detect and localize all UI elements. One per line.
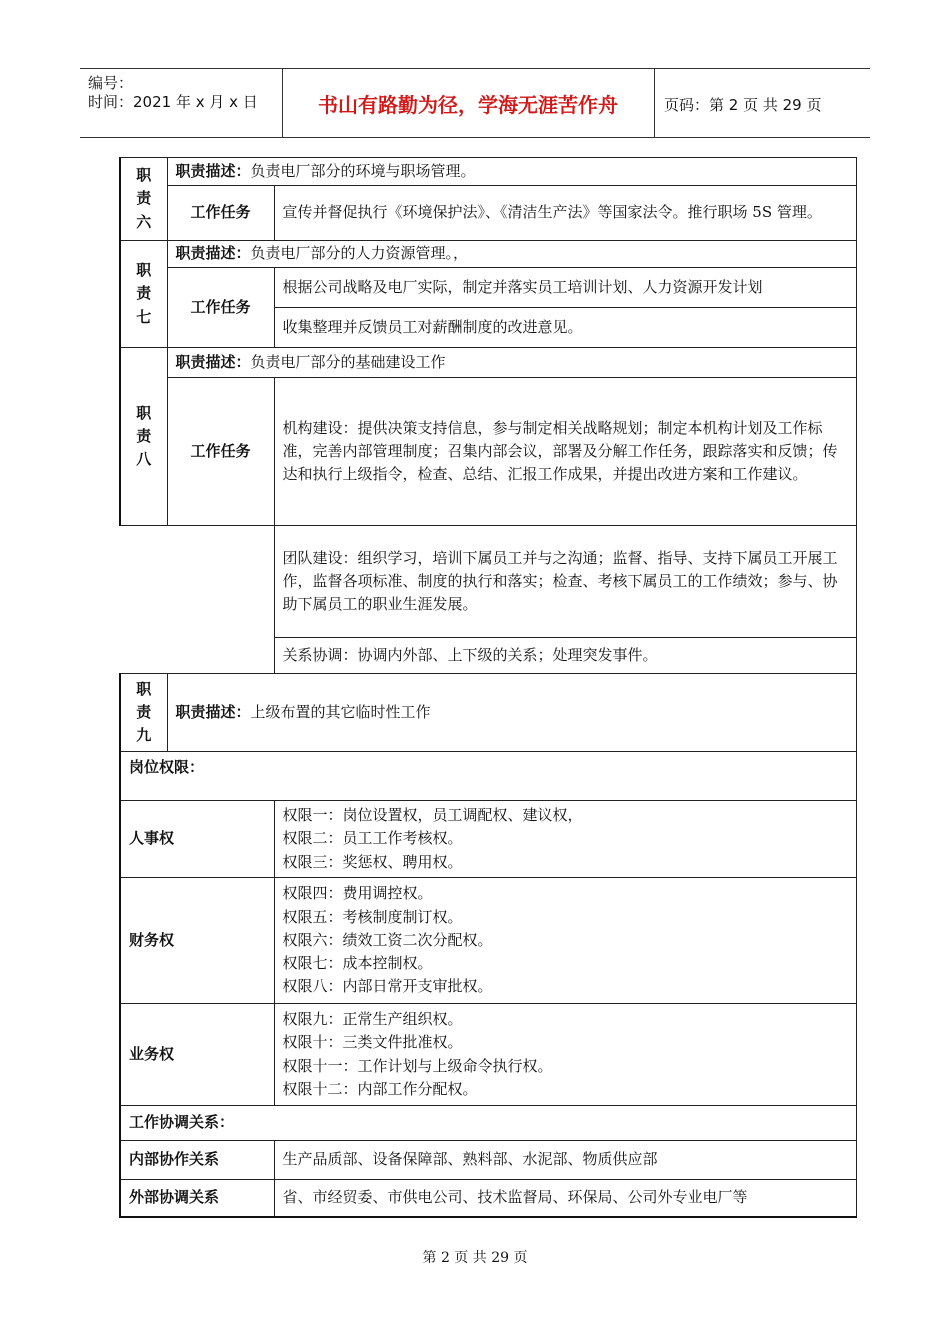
serial-label: 编号： [88,74,134,92]
authority-items-personnel [274,801,856,878]
duty-nine-label-text: 职 责 九 [136,679,152,745]
duty-nine-desc [167,674,856,752]
duty-seven-label-text: 职 责 七 [136,261,152,326]
duty-seven-desc [167,241,856,268]
page-info: 页码：第 2 页 共 29 页 [664,96,822,114]
duty-nine-label [120,674,167,752]
duty-six-task: 宣传并督促执行《环境保护法》、《清洁生产法》等国家法令。推行职场 5S 管理。 [274,186,856,241]
desc-label: 职责描述： [175,244,251,263]
page-footer: 第 2 页 共 29 页 [422,1250,528,1266]
authority-items-business [274,1004,856,1106]
duty-six-desc [167,158,856,186]
desc-label: 职责描述： [175,161,251,180]
internal-coordination: 生产品质部、设备保障部、熟料部、水泥部、物质供应部 [274,1141,856,1180]
authority-item: 权限十：三类文件批准权。 [282,1033,463,1052]
header-meta [80,69,283,137]
authority-label-business: 业务权 [120,1004,274,1106]
page-header [80,68,870,138]
duty-seven-task-2: 收集整理并反馈员工对薪酬制度的改进意见。 [274,308,856,348]
desc-text: 负责电厂部分的环境与职场管理。 [250,161,476,180]
authority-label-personnel: 人事权 [120,801,274,878]
authority-item: 权限四：费用调控权。 [282,884,433,903]
authority-title: 岗位权限： [120,752,856,801]
duty-eight-label-text: 职 责 八 [136,403,152,469]
motto: 书山有路勤为径，学海无涯苦作舟 [282,69,655,137]
duty-eight-task-3: 关系协调：协调内外部、上下级的关系；处理突发事件。 [274,638,856,674]
desc-label: 职责描述： [175,352,251,371]
duty-table [119,157,857,1218]
authority-item: 权限八：内部日常开支审批权。 [282,977,493,996]
desc-text: 上级布置的其它临时性工作 [250,702,431,721]
blank-spacer [120,526,274,638]
blank-spacer [120,638,274,674]
authority-item: 权限九：正常生产组织权。 [282,1010,463,1028]
authority-label-finance: 财务权 [120,878,274,1004]
duty-eight-desc [167,348,856,378]
coordination-title: 工作协调关系： [120,1106,856,1141]
authority-item: 权限十一：工作计划与上级命令执行权。 [282,1056,553,1075]
duty-six-label-text: 职 责 六 [136,166,152,231]
duty-eight-task-2: 团队建设：组织学习，培训下属员工并与之沟通；监督、指导、支持下属员工开展工作，监督各项标准、制度的执行和落实；检查、考核下属员工的工作绩效；参与、协助下属员工的职业生涯发展。 [274,526,856,638]
duty-eight-task-1: 机构建设：提供决策支持信息，参与制定相关战略规划；制定本机构计划及工作标准，完善内部管理制度；召集内部会议，部署及分解工作任务，跟踪落实和反馈；传达和执行上级指令，检查、总结、汇报工作成果，并提出改进方案和工作建议。 [274,378,856,526]
external-coordination-label: 外部协调关系 [120,1180,274,1217]
external-coordination: 省、市经贸委、市供电公司、技术监督局、环保局、公司外专业电厂等 [274,1180,856,1217]
authority-items-finance [274,878,856,1004]
authority-item: 权限七：成本控制权。 [282,954,433,973]
duty-eight-task-label: 工作任务 [167,378,274,526]
date-line: 时间：2021 年 x 月 x 日 [88,93,258,111]
desc-label: 职责描述： [175,702,251,721]
internal-coordination-label: 内部协作关系 [120,1141,274,1180]
authority-item: 权限三：奖惩权、聘用权。 [282,852,463,871]
duty-seven-task-label: 工作任务 [167,268,274,348]
duty-seven-task-1: 根据公司战略及电厂实际，制定并落实员工培训计划、人力资源开发计划 [274,268,856,308]
authority-item: 权限二：员工工作考核权。 [282,829,463,848]
duty-six-label [120,158,167,241]
duty-six-task-label: 工作任务 [167,186,274,241]
authority-item: 权限五：考核制度制订权。 [282,907,463,926]
desc-text: 负责电厂部分的基础建设工作 [250,352,446,371]
duty-eight-label [120,348,167,526]
authority-item: 权限六：绩效工资二次分配权。 [282,930,493,949]
authority-item: 权限十二：内部工作分配权。 [282,1079,478,1098]
desc-text: 负责电厂部分的人力资源管理。， [250,244,469,263]
authority-item: 权限一：岗位设置权，员工调配权、建议权， [282,806,583,825]
duty-seven-label [120,241,167,348]
